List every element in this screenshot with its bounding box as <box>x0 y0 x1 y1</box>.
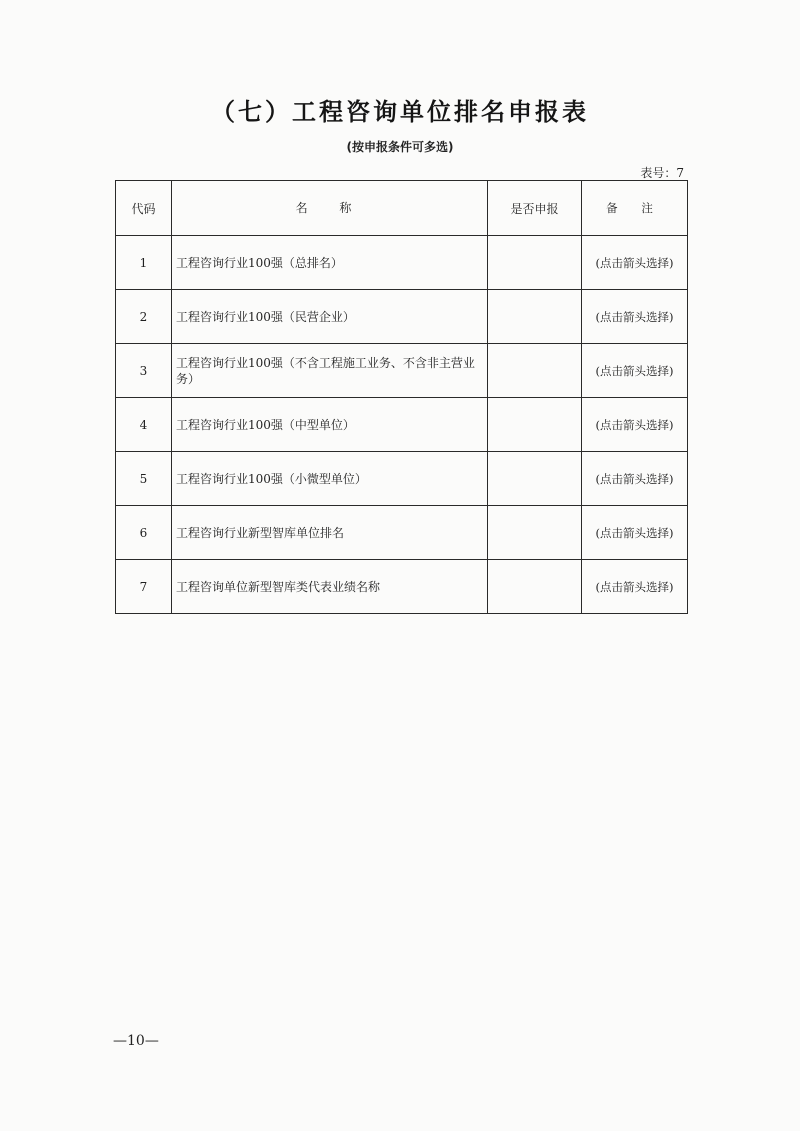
table-row <box>116 344 688 398</box>
header-code: 代码 <box>116 181 172 236</box>
table-row <box>116 452 688 506</box>
apply-select[interactable] <box>488 560 582 614</box>
row-note: (点击箭头选择) <box>582 506 688 560</box>
row-name: 工程咨询单位新型智库类代表业绩名称 <box>172 560 488 614</box>
row-note: (点击箭头选择) <box>582 290 688 344</box>
row-code: 2 <box>116 290 172 344</box>
row-name: 工程咨询行业100强（总排名） <box>172 236 488 290</box>
page-title: （七）工程咨询单位排名申报表 <box>211 98 589 126</box>
table-row <box>116 560 688 614</box>
header-apply: 是否申报 <box>488 181 582 236</box>
apply-select[interactable] <box>488 398 582 452</box>
row-name: 工程咨询行业100强（中型单位） <box>172 398 488 452</box>
row-name: 工程咨询行业100强（民营企业） <box>172 290 488 344</box>
row-code: 1 <box>116 236 172 290</box>
row-name: 工程咨询行业100强（不含工程施工业务、不含非主营业务） <box>172 344 488 398</box>
row-name: 工程咨询行业新型智库单位排名 <box>172 506 488 560</box>
row-code: 3 <box>116 344 172 398</box>
row-code: 5 <box>116 452 172 506</box>
row-note: (点击箭头选择) <box>582 236 688 290</box>
row-note: (点击箭头选择) <box>582 560 688 614</box>
apply-select[interactable] <box>488 452 582 506</box>
apply-select[interactable] <box>488 290 582 344</box>
row-note: (点击箭头选择) <box>582 398 688 452</box>
row-code: 4 <box>116 398 172 452</box>
ranking-application-table <box>115 180 688 614</box>
page-number: —10— <box>113 1033 159 1049</box>
apply-select[interactable] <box>488 506 582 560</box>
page-subtitle: (按申报条件可多选) <box>346 140 454 154</box>
table-row <box>116 290 688 344</box>
row-code: 6 <box>116 506 172 560</box>
apply-select[interactable] <box>488 236 582 290</box>
row-note: (点击箭头选择) <box>582 344 688 398</box>
row-name: 工程咨询行业100强（小微型单位） <box>172 452 488 506</box>
table-number: 表号：7 <box>640 166 684 180</box>
header-name: 名 称 <box>172 181 488 236</box>
header-note: 备 注 <box>582 181 688 236</box>
table-row <box>116 506 688 560</box>
table-header-row <box>116 181 688 236</box>
table-row <box>116 236 688 290</box>
apply-select[interactable] <box>488 344 582 398</box>
row-note: (点击箭头选择) <box>582 452 688 506</box>
table-row <box>116 398 688 452</box>
row-code: 7 <box>116 560 172 614</box>
